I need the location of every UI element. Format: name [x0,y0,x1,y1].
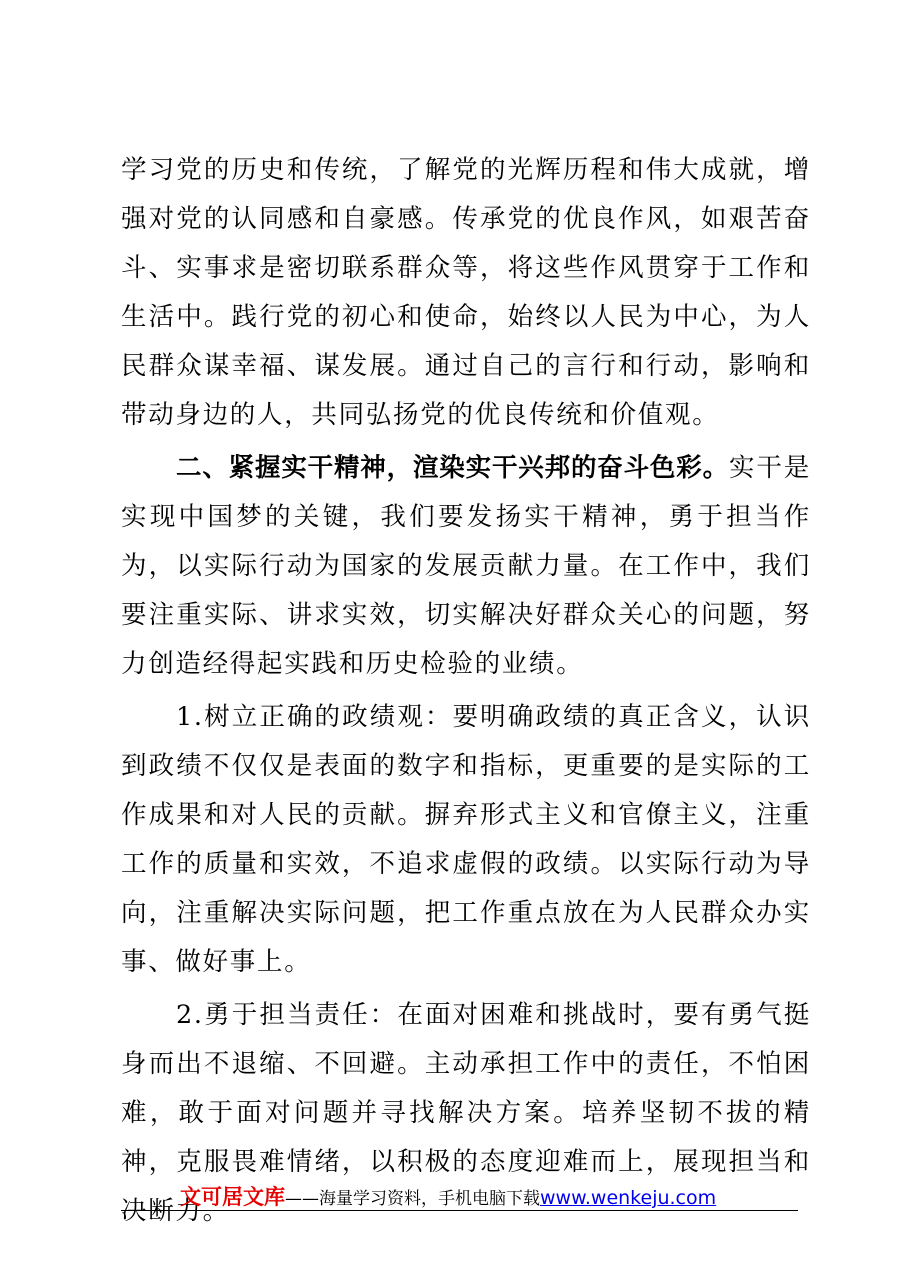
footer-divider [121,1210,798,1211]
footer-tagline: 海量学习资料，手机电脑下载 [319,1189,540,1209]
footer-website-link[interactable]: www.wenkeju.com [540,1187,717,1209]
paragraph-text: 2.勇于担当责任：在面对困难和挑战时，要有勇气挺身而出不退缩、不回避。主动承担工作中的责任，不怕困难，敢于面对问题并寻找解决方案。培养坚韧不拔的精神，克服畏难情绪，以积极的态度迎难而上，展现担当和决断力。 [121,1000,811,1226]
document-body [121,146,811,1240]
paragraph-3 [121,693,811,987]
paragraph-text: 学习党的历史和传统，了解党的光辉历程和伟大成就，增强对党的认同感和自豪感。传承党的优良作风，如艰苦奋斗、实事求是密切联系群众等，将这些作风贯穿于工作和生活中。践行党的初心和使命，始终以人民为中心，为人民群众谋幸福、谋发展。通过自己的言行和行动，影响和带动身边的人，共同弘扬党的优良传统和价值观。 [121,155,811,430]
paragraph-text: 1.树立正确的政绩观：要明确政绩的真正含义，认识到政绩不仅仅是表面的数字和指标，更重要的是实际的工作成果和对人民的贡献。摒弃形式主义和官僚主义，注重工作的质量和实效，不追求虚假的政绩。以实际行动为导向，注重解决实际问题，把工作重点放在为人民群众办实事、做好事上。 [121,702,811,977]
paragraph-1 [121,146,811,440]
section-heading: 二、紧握实干精神，渲染实干兴邦的奋斗色彩。 [176,453,729,483]
paragraph-text: 实干是实现中国梦的关键，我们要发扬实干精神，勇于担当作为，以实际行动为国家的发展贡献力量。在工作中，我们要注重实际、讲求实效，切实解决好群众关心的问题，努力创造经得起实践和历史检验的业绩。 [121,453,811,679]
footer-dash: —— [285,1189,319,1209]
paragraph-2 [121,444,811,689]
page-footer [180,1181,800,1211]
footer-brand: 文可居文库 [180,1185,285,1209]
